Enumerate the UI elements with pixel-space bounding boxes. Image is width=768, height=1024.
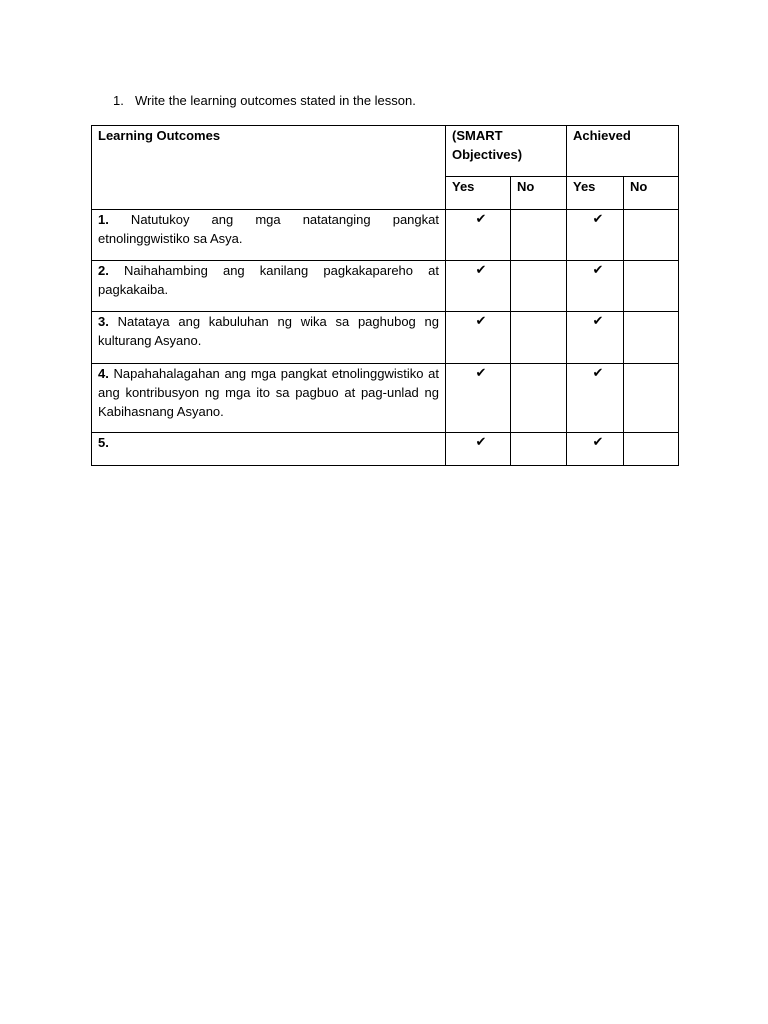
outcome-cell [92,261,446,312]
outcome-cell [92,433,446,466]
check-icon: ✔ [475,366,487,381]
outcome-row [92,433,679,466]
smart-no-cell [511,433,567,466]
check-icon: ✔ [475,212,487,227]
smart-no-cell [511,312,567,364]
check-icon: ✔ [475,263,487,278]
check-icon: ✔ [592,212,604,227]
smart-no-cell [511,364,567,433]
smart-yes-header: Yes [446,177,511,210]
outcome-text: Natataya ang kabuluhan ng wika sa paghubog ng kulturang Asyano. [98,314,439,348]
smart-yes-cell [446,210,511,261]
achieved-no-cell [624,210,679,261]
achieved-no-cell [624,261,679,312]
outcome-number: 5. [98,435,109,450]
instruction-item [113,93,416,109]
outcome-text: Natutukoy ang mga natatanging pangkat etnolinggwistiko sa Asya. [98,212,439,246]
outcome-text: Naihahambing ang kanilang pagkakapareho at pagkakaiba. [98,263,439,297]
achieved-yes-cell [567,312,624,364]
outcome-row [92,312,679,364]
learning-outcomes-table [91,125,679,466]
smart-yes-cell [446,312,511,364]
outcome-cell [92,210,446,261]
achieved-yes-cell [567,210,624,261]
smart-yes-cell [446,261,511,312]
check-icon: ✔ [592,366,604,381]
smart-yes-cell [446,433,511,466]
achieved-no-cell [624,433,679,466]
achieved-no-header: No [624,177,679,210]
smart-no-cell [511,261,567,312]
check-icon: ✔ [592,263,604,278]
check-icon: ✔ [592,435,604,450]
check-icon: ✔ [592,314,604,329]
achieved-yes-cell [567,433,624,466]
header-row [92,126,679,177]
achieved-yes-header: Yes [567,177,624,210]
outcome-cell [92,312,446,364]
outcome-number: 3. [98,314,109,329]
achieved-header: Achieved [567,126,679,177]
smart-no-cell [511,210,567,261]
outcome-number: 1. [98,212,109,227]
achieved-no-cell [624,312,679,364]
smart-no-header: No [511,177,567,210]
check-icon: ✔ [475,435,487,450]
instruction-text: Write the learning outcomes stated in the lesson. [135,93,416,108]
smart-yes-cell [446,364,511,433]
outcome-cell [92,364,446,433]
outcome-number: 4. [98,366,109,381]
outcome-row [92,210,679,261]
achieved-no-cell [624,364,679,433]
outcome-number: 2. [98,263,109,278]
outcome-row [92,261,679,312]
smart-objectives-header: (SMART Objectives) [446,126,567,177]
check-icon: ✔ [475,314,487,329]
instruction-number: 1. [113,93,124,108]
achieved-yes-cell [567,364,624,433]
outcome-text: Napahahalagahan ang mga pangkat etnolinggwistiko at ang kontribusyon ng mga ito sa pagbuo at pag-unlad ng Kabihasnang Asyano. [98,366,439,419]
achieved-yes-cell [567,261,624,312]
outcome-row [92,364,679,433]
learning-outcomes-header: Learning Outcomes [92,126,446,210]
